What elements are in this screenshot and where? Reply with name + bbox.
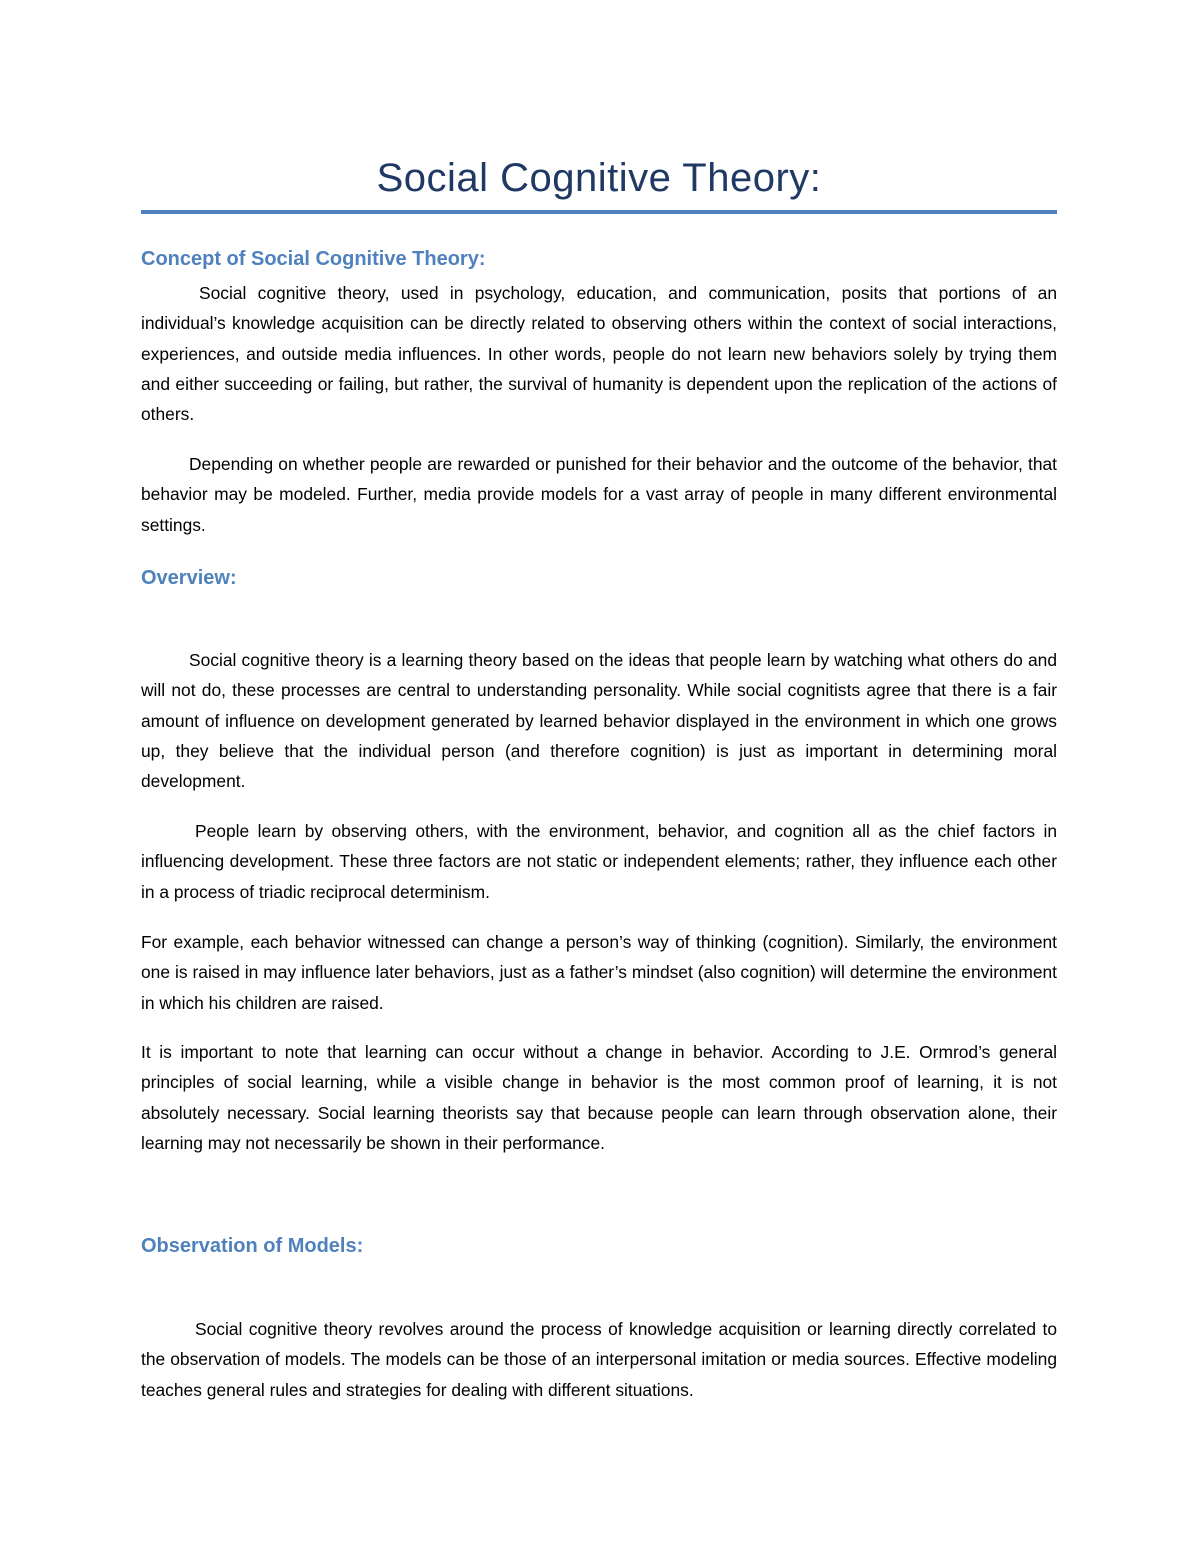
document-title: Social Cognitive Theory: [376,156,822,200]
section-heading-overview: Overview: [141,567,237,589]
paragraph-overview-4: It is important to note that learning can occur without a change in behavior. According to J.E. Ormrod’s general principles of social learning, while a visible change in behavior is the most common proof of learning, it is not absolutely necessary. Social learning theorists say that because people can learn through observation alone, their learning may not necessarily be shown in their performance. [141,1042,1057,1153]
section-heading-concept: Concept of Social Cognitive Theory: [141,248,486,270]
paragraph-overview-2: People learn by observing others, with the environment, behavior, and cognition all as the chief factors in influencing development. These three factors are not static or independent elements; rather, they influence each other in a process of triadic reciprocal determinism. [141,821,1057,902]
section-heading-observation: Observation of Models: [141,1235,364,1257]
paragraph-concept-2: Depending on whether people are rewarded or punished for their behavior and the outcome of the behavior, that behavior may be modeled. Further, media provide models for a vast array of people in many different environmental settings. [141,454,1057,535]
paragraph-overview-1: Social cognitive theory is a learning theory based on the ideas that people learn by watching what others do and will not do, these processes are central to understanding personality. While social cognitists agree that there is a fair amount of influence on development generated by learned behavior displayed in the environment in which one grows up, they believe that the individual person (and therefore cognition) is just as important in determining moral development. [141,650,1057,792]
paragraph-observation-1: Social cognitive theory revolves around the process of knowledge acquisition or learning directly correlated to the observation of models. The models can be those of an interpersonal imitation or media sources. Effective modeling teaches general rules and strategies for dealing with different situations. [141,1319,1057,1400]
title-underline [141,210,1057,214]
paragraph-overview-3: For example, each behavior witnessed can change a person’s way of thinking (cognition). Similarly, the environment one is raised in may influence later behaviors, just as a father’s mindset (also cognition) will determine the environment in which his children are raised. [141,932,1057,1013]
paragraph-concept-1: Social cognitive theory, used in psychology, education, and communication, posits that portions of an individual’s knowledge acquisition can be directly related to observing others within the context of social interactions, experiences, and outside media influences. In other words, people do not learn new behaviors solely by trying them and either succeeding or failing, but rather, the survival of humanity is dependent upon the replication of the actions of others. [141,283,1057,425]
